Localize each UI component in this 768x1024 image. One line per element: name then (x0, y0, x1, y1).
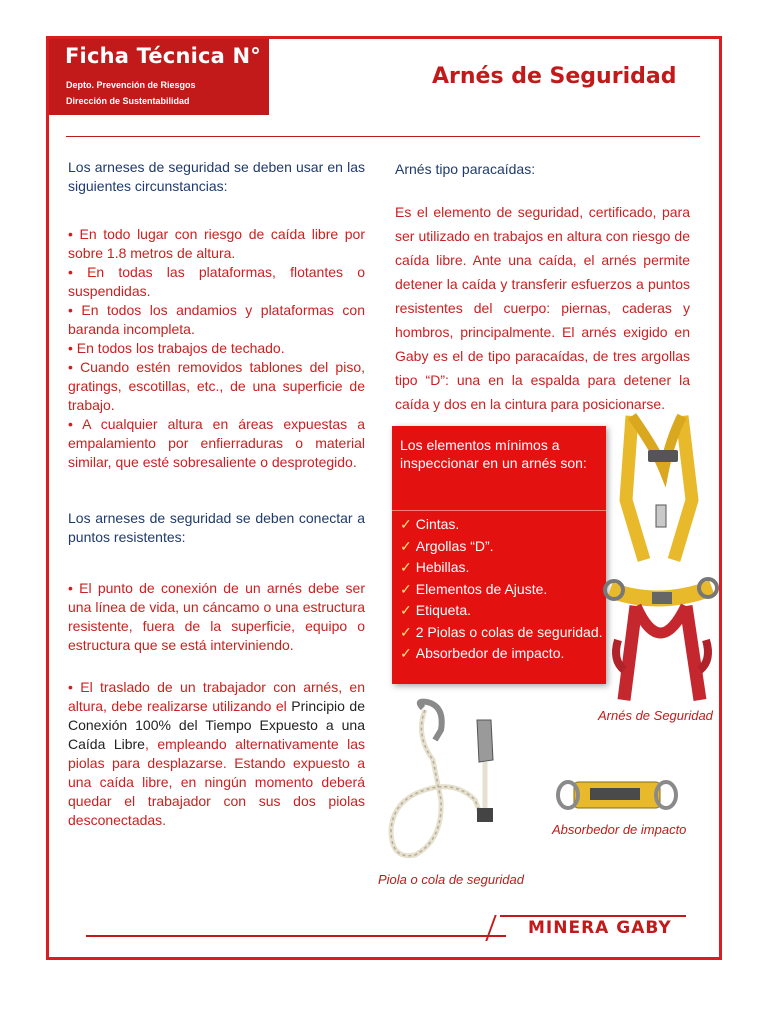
usage-intro: Los arneses de seguridad se deben usar en las siguientes circunstancias: (68, 159, 365, 194)
footer-line-upper (500, 915, 686, 917)
inspection-item (400, 557, 603, 579)
inspection-box (392, 426, 606, 684)
inspection-item-label: Etiqueta. (415, 602, 471, 618)
usage-item: • A cualquier altura en áreas expuestas a empalamiento por enfierraduras o material similar, que esté sobresaliente o desprotegido. (68, 416, 365, 470)
inspection-item-label: Hebillas. (415, 559, 470, 575)
inspection-item-label: Elementos de Ajuste. (415, 580, 548, 597)
inspection-item (400, 579, 603, 601)
footer-line (86, 935, 506, 937)
inspection-item-label: 2 Piolas o colas de seguridad. (415, 623, 603, 640)
inspection-item (400, 536, 603, 558)
check-icon: ✓ (400, 580, 412, 597)
check-icon: ✓ (400, 645, 412, 661)
connection-principle: Principio de Conexión 100% del Tiempo Expuesto a una Caída Libre (68, 698, 366, 752)
usage-list (68, 225, 365, 472)
inspection-list (400, 514, 603, 665)
document-title: Arnés de Seguridad (432, 64, 677, 89)
usage-item: • En todos los trabajos de techado. (68, 340, 285, 356)
check-icon: ✓ (400, 537, 412, 554)
connect-intro: Los arneses de seguridad se deben conectar a puntos resistentes: (68, 510, 365, 545)
inspection-heading: Los elementos mínimos a inspeccionar en un arnés son: (400, 437, 587, 471)
inspection-item-label: Cintas. (415, 516, 460, 532)
inspection-item (400, 514, 603, 536)
check-icon: ✓ (400, 559, 412, 575)
usage-item: • En todas las plataformas, flotantes o suspendidas. (68, 264, 365, 299)
harness-type-title: Arnés tipo paracaídas: (395, 161, 536, 177)
inspection-divider (392, 510, 606, 511)
usage-item: • En todo lugar con riesgo de caída libre por sobre 1.8 metros de altura. (68, 226, 365, 261)
usage-item: • En todos los andamios y plataformas con baranda incompleta. (68, 302, 365, 337)
inspection-item-label: Argollas “D”. (415, 537, 494, 554)
absorber-caption: Absorbedor de impacto (552, 822, 687, 837)
harness-caption: Arnés de Seguridad (598, 708, 713, 723)
connect-item-2-start: • El traslado de un trabajador con arnés, en altura, debe realizarse utilizando el (68, 679, 365, 714)
connect-item-1: • El punto de conexión de un arnés debe ser una línea de vida, un cáncamo o una estructura resistente, fuera de la superficie, equipo o estructura que se está interviniendo. (68, 580, 365, 653)
department-label: Depto. Prevención de Riesgos (66, 80, 196, 90)
lanyard-illustration (385, 700, 515, 868)
check-icon: ✓ (400, 623, 412, 640)
harness-illustration (604, 410, 720, 706)
header-divider (66, 136, 700, 137)
check-icon: ✓ (400, 516, 412, 532)
absorber-illustration (556, 774, 678, 814)
check-icon: ✓ (400, 602, 412, 618)
inspection-item (400, 622, 603, 644)
sheet-title: Ficha Técnica N° 3 (65, 44, 284, 68)
lanyard-caption: Piola o cola de seguridad (378, 872, 524, 887)
inspection-item (400, 643, 603, 665)
connect-item-2 (68, 678, 365, 830)
inspection-item (400, 600, 603, 622)
connect-item-2-end: , empleando alternativamente las piolas para desplazarse. Estando expuesto a una caída libre, en ningún momento deberá quedar el trabajador con sus dos piolas desconectadas. (68, 736, 365, 828)
direction-label: Dirección de Sustentabilidad (66, 96, 190, 106)
inspection-item-label: Absorbedor de impacto. (415, 645, 565, 661)
usage-item: • Cuando estén removidos tablones del piso, gratings, escotillas, etc., de una superficie de trabajo. (68, 359, 365, 413)
company-brand: MINERA GABY (528, 918, 672, 938)
harness-description: Es el elemento de seguridad, certificado, para ser utilizado en trabajos en altura con riesgo de caída libre. Ante una caída, el arnés permite detener la caída y transferir esfuerzos a puntos resistentes del cuerpo: piernas, caderas y hombros, principalmente. El arnés exigido en Gaby es el de tipo paracaídas, de tres argollas tipo “D”: una en la espalda para detener la caída y dos en la cintura para posicionarse. (395, 204, 690, 412)
